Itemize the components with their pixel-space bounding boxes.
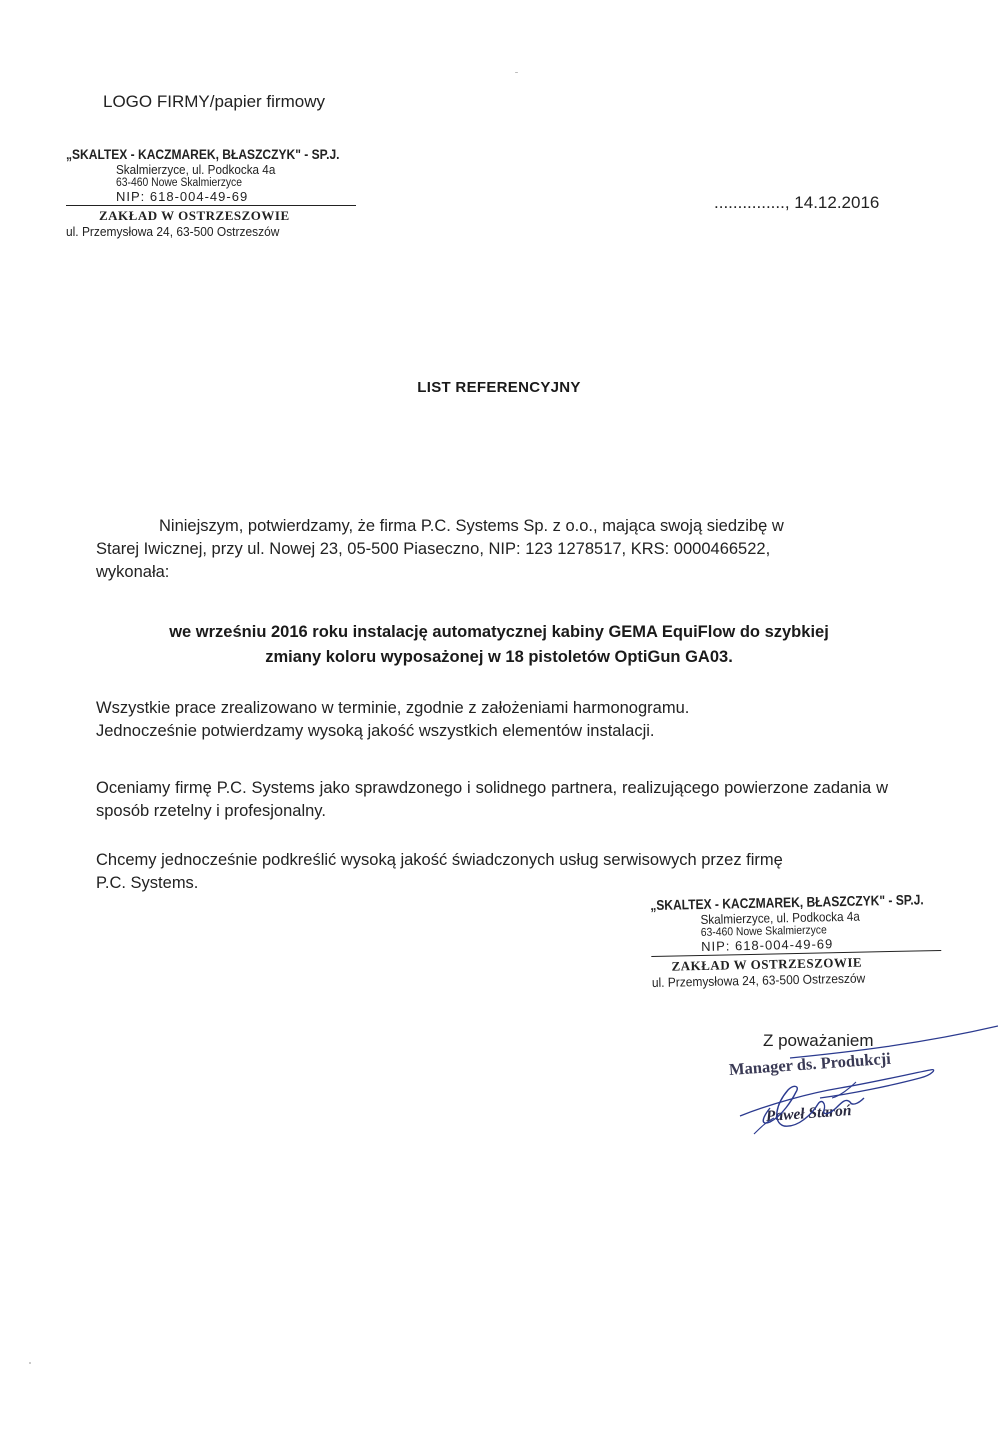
intro-line-1: Niniejszym, potwierdzamy, że firma P.C. Systems Sp. z o.o., mająca swoją siedzibę w <box>159 517 784 535</box>
stamp-nip: NIP: 618-004-49-69 <box>700 936 834 954</box>
company-stamp-header <box>66 146 356 239</box>
document-title: LIST REFERENCYJNY <box>417 379 581 396</box>
signature-stamp-name: Paweł Staroń <box>765 1102 853 1125</box>
stamp-plant-name: ZAKŁAD W OSTRZESZOWIE <box>99 208 290 223</box>
stamp-plant-address: ul. Przemysłowa 24, 63-500 Ostrzeszów <box>66 224 280 239</box>
service-line-1: Chcemy jednocześnie podkreślić wysoką jakość świadczonych usług serwisowych przez firmę <box>96 851 783 869</box>
completion-line-1: Wszystkie prace zrealizowano w terminie, zgodnie z założeniami harmonogramu. <box>96 699 690 717</box>
scan-speck <box>29 1362 31 1364</box>
service-line-2: P.C. Systems. <box>96 874 199 892</box>
company-stamp-footer <box>650 891 942 990</box>
service-paragraph <box>96 849 896 895</box>
stamp-nip: NIP: 618-004-49-69 <box>116 189 249 204</box>
stamp-postal-city: 63-460 Nowe Skalmierzyce <box>700 924 827 939</box>
completion-paragraph <box>96 697 896 743</box>
scope-line-2: zmiany koloru wyposażonej w 18 pistoletów OptiGun GA03. <box>265 648 733 666</box>
stamp-company-name: „SKALTEX - KACZMAREK, BŁASZCZYK" - SP.J. <box>66 146 340 162</box>
evaluation-paragraph: Oceniamy firmę P.C. Systems jako sprawdzonego i solidnego partnera, realizującego powierzone zadania w sposób rzetelny i profesjonalny. <box>96 779 888 820</box>
place-date: ..............., 14.12.2016 <box>714 193 880 212</box>
handwritten-signature <box>700 1018 998 1148</box>
stamp-company-address: Skalmierzyce, ul. Podkocka 4a <box>116 162 276 177</box>
intro-line-3: wykonała: <box>96 563 170 581</box>
intro-line-2: Starej Iwicznej, przy ul. Nowej 23, 05-500 Piaseczno, NIP: 123 1278517, KRS: 0000466522, <box>96 540 771 558</box>
closing-salutation: Z poważaniem <box>763 1031 874 1050</box>
intro-paragraph <box>96 515 886 584</box>
scope-line-1: we wrześniu 2016 roku instalację automatycznej kabiny GEMA EquiFlow do szybkiej <box>169 623 829 641</box>
stamp-company-name: „SKALTEX - KACZMAREK, BŁASZCZYK" - SP.J. <box>650 891 924 914</box>
stamp-postal-city: 63-460 Nowe Skalmierzyce <box>116 177 242 189</box>
stamp-plant-name: ZAKŁAD W OSTRZESZOWIE <box>671 954 863 974</box>
scope-of-work <box>120 620 878 670</box>
signature-stamp-role: Manager ds. Produkcji <box>728 1048 892 1079</box>
stamp-company-address: Skalmierzyce, ul. Podkocka 4a <box>700 908 860 927</box>
stamp-plant-address: ul. Przemysłowa 24, 63-500 Ostrzeszów <box>651 970 866 991</box>
logo-placeholder: LOGO FIRMY/papier firmowy <box>103 92 325 111</box>
scan-speck <box>515 72 518 73</box>
stamp-divider <box>66 205 356 206</box>
completion-line-2: Jednocześnie potwierdzamy wysoką jakość wszystkich elementów instalacji. <box>96 722 655 740</box>
